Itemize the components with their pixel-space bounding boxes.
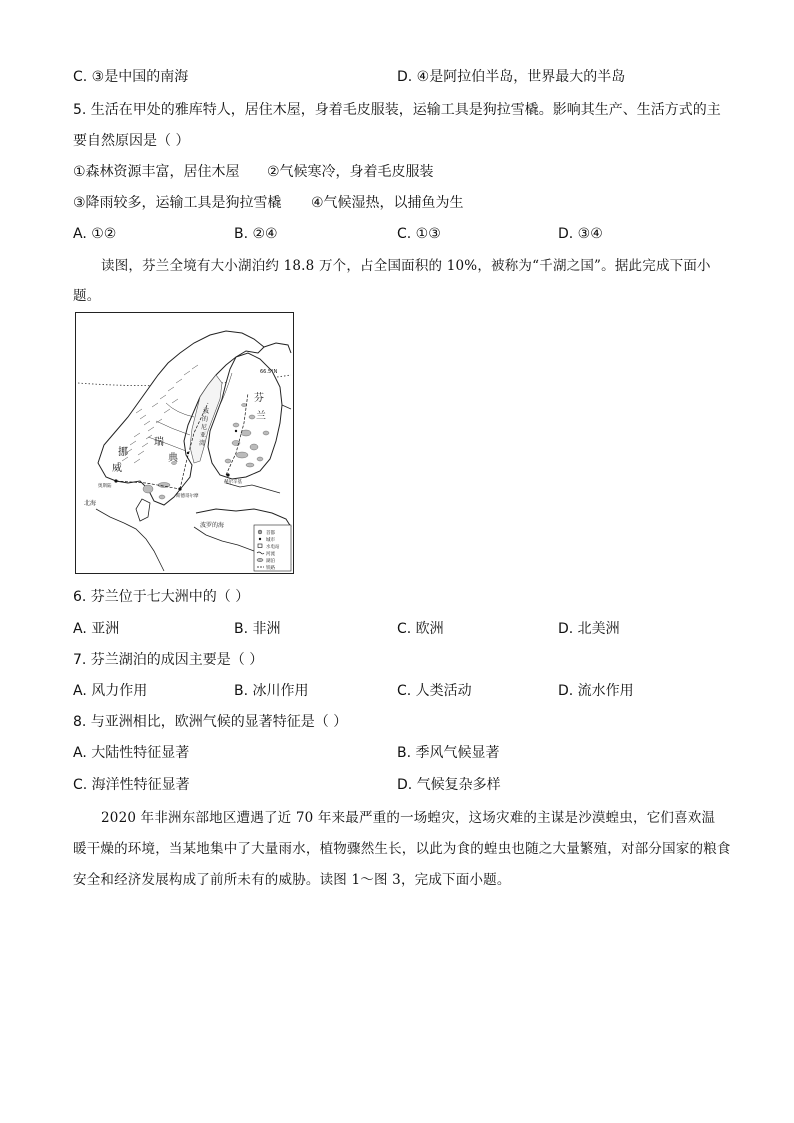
passage2-line2: 暖干燥的环境，当某地集中了大量雨水，植物骤然生长，以此为食的蝗虫也随之大量繁殖，对部分国家的粮食 — [73, 841, 731, 857]
q7-option-d: D. 流水作用 — [558, 683, 634, 699]
q6-option-a: A. 亚洲 — [73, 621, 120, 637]
label-gulf-3: 尼 — [201, 424, 208, 431]
label-gulf-1: 波 — [203, 408, 210, 415]
q4-option-d: D. ④是阿拉伯半岛，世界最大的半岛 — [397, 69, 626, 85]
q6-option-c: C. 欧洲 — [397, 621, 444, 637]
q7-option-b: B. 冰川作用 — [234, 683, 309, 699]
q8-option-d: D. 气候复杂多样 — [397, 777, 501, 793]
legend-river: 河流 — [266, 552, 275, 557]
q5-item-1: ①森林资源丰富，居住木屋 — [73, 164, 240, 180]
map-legend — [254, 525, 291, 571]
q5-option-c: C. ①③ — [397, 226, 441, 242]
q5-item-2: ②气候寒冷，身着毛皮服装 — [267, 164, 434, 180]
q8-option-a: A. 大陆性特征显著 — [73, 745, 190, 761]
label-oslo: 奥斯陆 — [98, 484, 112, 489]
label-norway-1: 挪 — [118, 447, 128, 458]
label-baltic: 波罗的海 — [200, 522, 225, 529]
passage2-line3: 安全和经济发展构成了前所未有的威胁。读图 1～图 3，完成下面小题。 — [73, 872, 511, 888]
legend-railway: 铁路 — [266, 566, 275, 571]
label-gulf-4: 亚 — [200, 432, 207, 439]
q5-stem-line1: 5. 生活在甲处的雅库特人，居住木屋，身着毛皮服装，运输工具是狗拉雪橇。影响其生产、生活方式的主 — [73, 102, 721, 118]
label-helsinki: 赫尔辛基 — [224, 480, 242, 485]
label-gulf-5: 湾 — [199, 440, 206, 447]
label-finland-1: 芬 — [254, 393, 264, 404]
q6-option-d: D. 北美洲 — [558, 621, 620, 637]
q5-option-d: D. ③④ — [558, 226, 603, 242]
label-sweden-1: 瑞 — [154, 437, 164, 448]
label-norway-2: 威 — [112, 463, 122, 474]
label-latitude: 66.5°N — [260, 369, 278, 375]
passage1-line2: 题。 — [73, 288, 101, 304]
label-finland-2: 兰 — [256, 411, 266, 422]
q4-option-c: C. ③是中国的南海 — [73, 69, 189, 85]
q7-option-a: A. 风力作用 — [73, 683, 148, 699]
label-north-sea: 北海 — [84, 500, 97, 507]
q6-stem: 6. 芬兰位于七大洲中的（ ） — [73, 589, 250, 605]
finland-map — [75, 312, 294, 574]
q5-stem-line2: 要自然原因是（ ） — [73, 133, 190, 149]
label-sweden-2: 典 — [168, 453, 178, 464]
legend-city: 城市 — [266, 538, 275, 543]
label-gulf-2: 的 — [202, 416, 209, 423]
q5-item-3: ③降雨较多，运输工具是狗拉雪橇 — [73, 195, 282, 211]
passage2-line1: 2020 年非洲东部地区遭遇了近 70 年来最严重的一场蝗灾，这场灾难的主谋是沙漠蝗虫，它们喜欢温 — [101, 810, 716, 826]
q8-option-b: B. 季风气候显著 — [397, 745, 500, 761]
passage1-line1: 读图，芬兰全境有大小湖泊约 18.8 万个，占全国面积的 10%，被称为“千湖之国”。据此完成下面小 — [101, 258, 711, 274]
q7-option-c: C. 人类活动 — [397, 683, 472, 699]
q5-option-b: B. ②④ — [234, 226, 278, 242]
q8-stem: 8. 与亚洲相比，欧洲气候的显著特征是（ ） — [73, 714, 348, 730]
legend-lake: 湖泊 — [266, 559, 275, 564]
legend-capital: 首都 — [266, 531, 275, 536]
q6-option-b: B. 非洲 — [234, 621, 281, 637]
label-stockholm: 斯德哥尔摩 — [176, 494, 199, 499]
q5-item-4: ④气候湿热，以捕鱼为生 — [311, 195, 464, 211]
q5-option-a: A. ①② — [73, 226, 117, 242]
q7-stem: 7. 芬兰湖泊的成因主要是（ ） — [73, 652, 264, 668]
q8-option-c: C. 海洋性特征显著 — [73, 777, 190, 793]
legend-hydropower: 水电站 — [266, 545, 280, 550]
